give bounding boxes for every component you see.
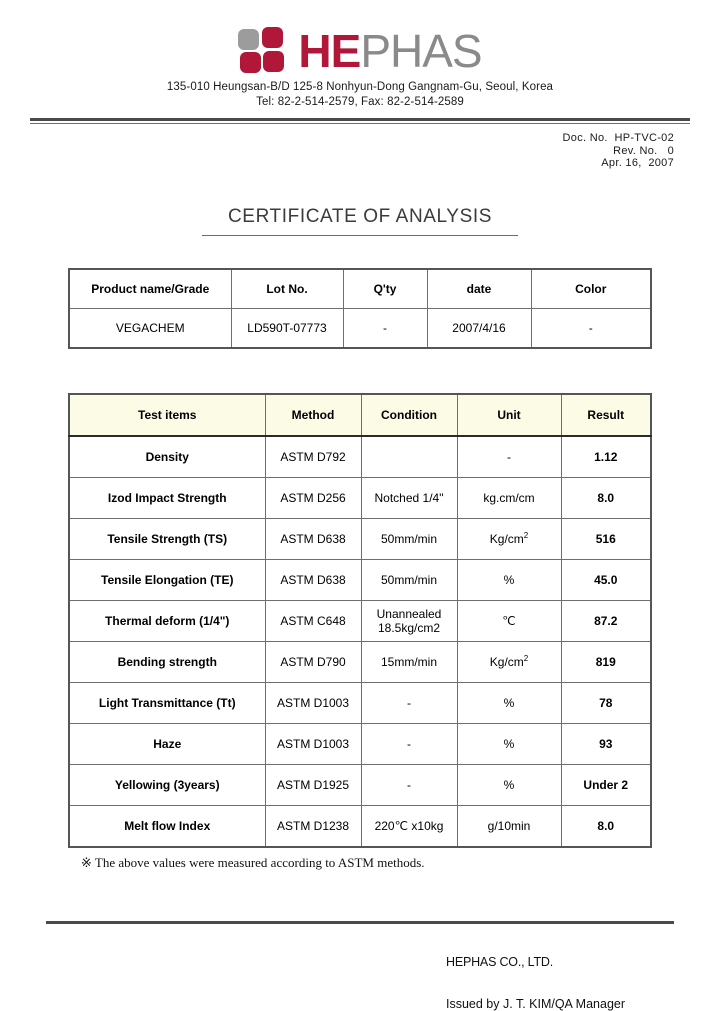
tests-col-method: Method [265,394,361,436]
test-method: ASTM D1003 [265,682,361,723]
footnote: ※ The above values were measured according to ASTM methods. [81,854,425,870]
product-value-lot-no: LD590T-07773 [231,308,343,348]
test-condition: 50mm/min [361,559,457,600]
tests-col-unit: Unit [457,394,561,436]
address-line-2: Tel: 82-2-514-2579, Fax: 82-2-514-2589 [256,96,464,108]
letterhead [0,0,720,110]
brand-prefix: HE [298,25,361,77]
product-value-color: - [531,308,651,348]
table-row [69,641,651,682]
test-condition: Notched 1/4" [361,477,457,518]
test-unit-base: Kg/cm [489,532,524,546]
test-condition: 15mm/min [361,641,457,682]
doc-date: Apr. 16, 2007 [601,157,674,169]
test-item-name: Tensile Strength (TS) [69,518,265,559]
doc-number: Doc. No. HP-TVC-02 [562,132,674,144]
product-table-header-row [69,269,651,309]
test-unit: % [457,559,561,600]
title-wrap [0,206,720,236]
tests-col-test-items: Test items [69,394,265,436]
test-condition: 220℃ x10kg [361,805,457,847]
product-col-color: Color [531,269,651,309]
test-unit: - [457,436,561,478]
test-condition: - [361,723,457,764]
table-row [69,805,651,847]
tests-table-body [69,436,651,847]
test-item-name: Light Transmittance (Tt) [69,682,265,723]
test-method: ASTM D1003 [265,723,361,764]
address-line-1: 135-010 Heungsan-B/D 125-8 Nonhyun-Dong Gangnam-Gu, Seoul, Korea [166,81,554,93]
test-method: ASTM D790 [265,641,361,682]
logo-square-top-left [238,29,259,50]
logo-row [0,26,720,76]
table-row [69,682,651,723]
test-result-value: 8.0 [561,805,651,847]
test-unit: ℃ [457,600,561,641]
product-col-product-name: Product name/Grade [69,269,231,309]
test-unit: kg.cm/cm [457,477,561,518]
test-result-value: 87.2 [561,600,651,641]
test-result-value: 45.0 [561,559,651,600]
brand-wordmark [298,27,481,75]
table-row [69,477,651,518]
test-item-name: Bending strength [69,641,265,682]
test-unit: g/10min [457,805,561,847]
company-address [0,80,720,110]
test-unit-superscript: 2 [523,531,529,540]
test-method: ASTM D1238 [265,805,361,847]
document-meta [0,132,720,170]
test-condition [361,600,457,641]
test-unit: % [457,723,561,764]
test-method: ASTM C648 [265,600,361,641]
logo-square-top-right [262,27,283,48]
tests-col-condition: Condition [361,394,457,436]
test-condition [361,436,457,478]
test-unit [457,518,561,559]
product-col-qty: Q'ty [343,269,427,309]
test-item-name: Haze [69,723,265,764]
test-results-table [68,393,652,848]
hephas-four-squares-logo-icon [238,27,286,75]
test-condition: - [361,682,457,723]
test-method: ASTM D638 [265,559,361,600]
table-row [69,436,651,478]
test-unit: % [457,764,561,805]
header-divider [30,118,690,124]
test-condition: 50mm/min [361,518,457,559]
test-item-name: Melt flow Index [69,805,265,847]
tests-table-header-row [69,394,651,436]
test-method: ASTM D1925 [265,764,361,805]
rev-number: Rev. No. 0 [613,144,674,157]
test-method: ASTM D638 [265,518,361,559]
signature-company: HEPHAS CO., LTD. [446,954,554,969]
test-method: ASTM D256 [265,477,361,518]
test-method: ASTM D792 [265,436,361,478]
product-info-table [68,268,652,349]
product-value-name: VEGACHEM [69,308,231,348]
signature-issued-by: Issued by J. T. KIM/QA Manager [446,996,626,1011]
brand-suffix: PHAS [360,25,482,77]
test-item-name: Density [69,436,265,478]
table-row [69,600,651,641]
table-row [69,723,651,764]
logo-square-bottom-right [263,51,284,72]
test-result-value: 516 [561,518,651,559]
test-result-value: 819 [561,641,651,682]
test-result-value: 8.0 [561,477,651,518]
test-unit-base: Kg/cm [489,655,524,669]
footer-divider [46,921,674,924]
test-item-name: Izod Impact Strength [69,477,265,518]
test-result-value: 1.12 [561,436,651,478]
test-item-name: Thermal deform (1/4") [69,600,265,641]
table-row [69,518,651,559]
page-title: CERTIFICATE OF ANALYSIS [202,206,518,236]
test-result-value: Under 2 [561,764,651,805]
product-col-date: date [427,269,531,309]
table-row [69,308,651,348]
signature-block [0,955,720,1011]
product-col-lot-no: Lot No. [231,269,343,309]
product-value-date: 2007/4/16 [427,308,531,348]
table-row [69,764,651,805]
test-item-name: Tensile Elongation (TE) [69,559,265,600]
test-unit-superscript: 2 [523,654,529,663]
test-condition-line-2: 18.5kg/cm2 [377,620,441,635]
product-value-qty: - [343,308,427,348]
test-result-value: 78 [561,682,651,723]
test-unit [457,641,561,682]
test-item-name: Yellowing (3years) [69,764,265,805]
tests-col-result: Result [561,394,651,436]
test-result-value: 93 [561,723,651,764]
test-condition: - [361,764,457,805]
test-condition-line-1: Unannealed [376,606,442,621]
test-unit: % [457,682,561,723]
logo-square-bottom-left [240,52,261,73]
table-row [69,559,651,600]
